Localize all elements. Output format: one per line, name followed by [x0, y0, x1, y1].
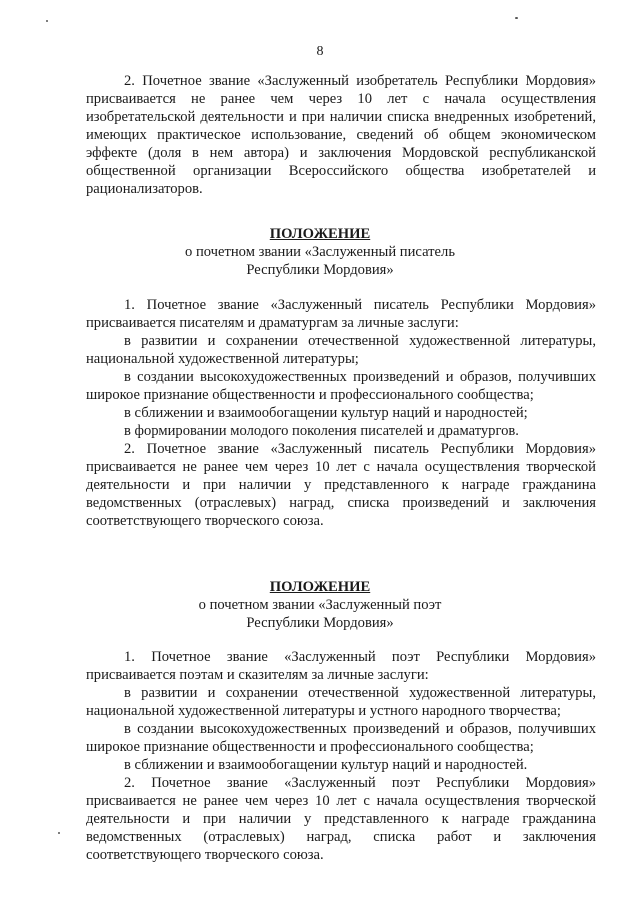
section2-heading: ПОЛОЖЕНИЕ [269, 579, 371, 595]
scan-speck [58, 832, 60, 834]
section2-paragraph-2: в развитии и сохранении отечественной художественной литературы, национальной художественной литературы и устного народного творчества; [86, 685, 596, 719]
section1-paragraph-2: в развитии и сохранении отечественной художественной литературы, национальной художественной литературы; [86, 333, 596, 367]
section1-paragraph-3: в создании высокохудожественных произведений и образов, получивших широкое признание общественности и профессионального сообщества; [86, 369, 596, 403]
section2-paragraph-3: в создании высокохудожественных произведений и образов, получивших широкое признание общественности и профессионального сообщества; [86, 721, 596, 755]
section1-paragraph-6: 2. Почетное звание «Заслуженный писатель Республики Мордовия» присваивается не ранее чем через 10 лет с начала осуществления творческой деятельности и при наличии у представленного к награде гражданина ведомственных (отраслевых) наград, списка произведений и заключения соответствующего творческого союза. [86, 441, 596, 529]
section1-heading: ПОЛОЖЕНИЕ [269, 226, 371, 242]
section1-subtitle-line2: Республики Мордовия» [246, 262, 394, 278]
scan-speck [515, 17, 518, 19]
intro-paragraph: 2. Почетное звание «Заслуженный изобретатель Республики Мордовия» присваивается не ранее чем через 10 лет с начала осуществления изобретательской деятельности и при наличии списка внедренных изобретений, имеющих практическое использование, сведений об общем экономическом эффекте (доля в нем автора) и заключения Мордовской республиканской общественной организации Всероссийского общества изобретателей и рационализаторов. [86, 73, 596, 197]
section2-subtitle-line2: Республики Мордовия» [246, 615, 394, 631]
section2-paragraph-1: 1. Почетное звание «Заслуженный поэт Республики Мордовия» присваивается поэтам и сказителям за личные заслуги: [86, 649, 596, 683]
section2-subtitle-line1: о почетном звании «Заслуженный поэт [198, 597, 442, 613]
section1-paragraph-5: в формировании молодого поколения писателей и драматургов. [124, 423, 519, 439]
section1-paragraph-4: в сближении и взаимообогащении культур наций и народностей; [124, 405, 528, 421]
intro-paragraph-block [86, 72, 596, 198]
scan-speck [46, 20, 48, 22]
section2-paragraph-5: 2. Почетное звание «Заслуженный поэт Республики Мордовия» присваивается не ранее чем через 10 лет с начала осуществления творческой деятельности и при наличии у представленного к награде гражданина ведомственных (отраслевых) наград, списка работ и заключения соответствующего творческого союза. [86, 775, 596, 863]
section1-paragraph-1: 1. Почетное звание «Заслуженный писатель Республики Мордовия» присваивается писателям и драматургам за личные заслуги: [86, 297, 596, 331]
section1-title [0, 225, 640, 279]
section1-body [86, 296, 596, 530]
page-number: 8 [316, 44, 324, 59]
section2-title [0, 578, 640, 632]
section1-subtitle-line1: о почетном звании «Заслуженный писатель [185, 244, 455, 260]
section2-paragraph-4: в сближении и взаимообогащении культур наций и народностей. [124, 757, 528, 773]
section2-body [86, 648, 596, 864]
